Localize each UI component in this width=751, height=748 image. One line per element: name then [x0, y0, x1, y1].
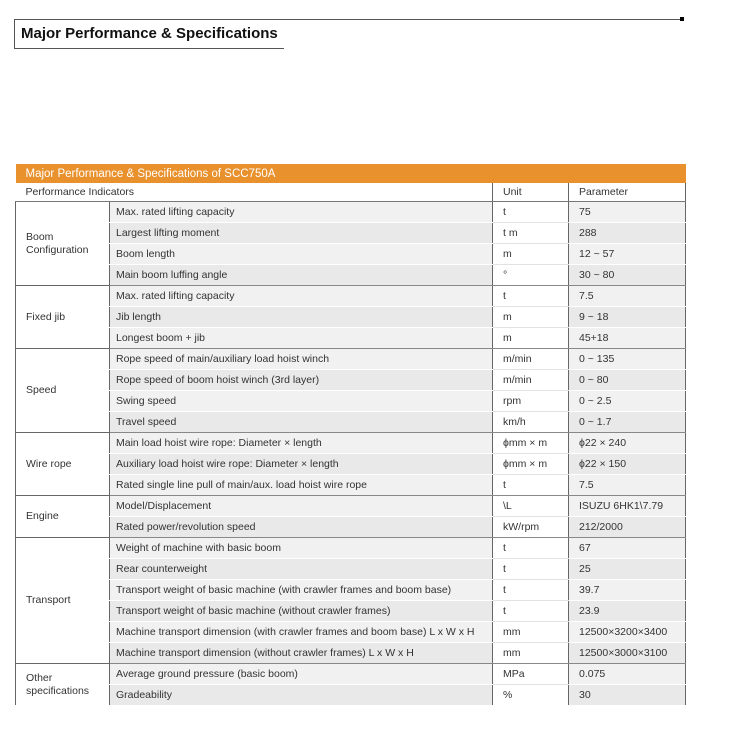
parameter-cell: 7.5 [569, 286, 686, 307]
table-row [16, 664, 686, 685]
parameter-cell: ϕ22 × 150 [569, 454, 686, 475]
unit-cell: m [493, 244, 569, 265]
header-unit: Unit [493, 183, 569, 202]
table-row [16, 412, 686, 433]
parameter-cell: 288 [569, 223, 686, 244]
indicator-cell: Rope speed of boom hoist winch (3rd layer) [110, 370, 493, 391]
table-row [16, 349, 686, 370]
indicator-cell: Machine transport dimension (without crawler frames) L x W x H [110, 643, 493, 664]
category-cell: Wire rope [16, 433, 110, 496]
parameter-cell: 30 [569, 685, 686, 706]
unit-cell: \L [493, 496, 569, 517]
parameter-cell: 39.7 [569, 580, 686, 601]
unit-cell: m/min [493, 349, 569, 370]
table-title-row [16, 164, 686, 183]
table-row [16, 475, 686, 496]
top-rule-end-mark [680, 17, 684, 21]
category-cell: Boom Configuration [16, 202, 110, 286]
category-cell: Transport [16, 538, 110, 664]
parameter-cell: 75 [569, 202, 686, 223]
unit-cell: rpm [493, 391, 569, 412]
table-row [16, 496, 686, 517]
parameter-cell: 0 ~ 135 [569, 349, 686, 370]
indicator-cell: Rope speed of main/auxiliary load hoist winch [110, 349, 493, 370]
table-header-row [16, 183, 686, 202]
table-row [16, 685, 686, 706]
indicator-cell: Rear counterweight [110, 559, 493, 580]
table-row [16, 454, 686, 475]
unit-cell: t [493, 580, 569, 601]
parameter-cell: 212/2000 [569, 517, 686, 538]
heading-box [14, 20, 284, 49]
indicator-cell: Swing speed [110, 391, 493, 412]
indicator-cell: Largest lifting moment [110, 223, 493, 244]
unit-cell: t [493, 475, 569, 496]
parameter-cell: 12 ~ 57 [569, 244, 686, 265]
unit-cell: m [493, 328, 569, 349]
table-row [16, 286, 686, 307]
table-row [16, 265, 686, 286]
parameter-cell: 9 ~ 18 [569, 307, 686, 328]
table-row [16, 328, 686, 349]
unit-cell: % [493, 685, 569, 706]
parameter-cell: 30 ~ 80 [569, 265, 686, 286]
indicator-cell: Gradeability [110, 685, 493, 706]
indicator-cell: Max. rated lifting capacity [110, 202, 493, 223]
parameter-cell: 25 [569, 559, 686, 580]
category-cell: Fixed jib [16, 286, 110, 349]
unit-cell: t [493, 202, 569, 223]
indicator-cell: Travel speed [110, 412, 493, 433]
indicator-cell: Transport weight of basic machine (without crawler frames) [110, 601, 493, 622]
table-row [16, 580, 686, 601]
indicator-cell: Main load hoist wire rope: Diameter × length [110, 433, 493, 454]
parameter-cell: 0 ~ 2.5 [569, 391, 686, 412]
parameter-cell: 45+18 [569, 328, 686, 349]
unit-cell: t [493, 286, 569, 307]
indicator-cell: Weight of machine with basic boom [110, 538, 493, 559]
parameter-cell: 12500×3000×3100 [569, 643, 686, 664]
table-row [16, 643, 686, 664]
unit-cell: ° [493, 265, 569, 286]
table-row [16, 370, 686, 391]
parameter-cell: 67 [569, 538, 686, 559]
parameter-cell: 12500×3200×3400 [569, 622, 686, 643]
indicator-cell: Rated power/revolution speed [110, 517, 493, 538]
table-row [16, 538, 686, 559]
indicator-cell: Jib length [110, 307, 493, 328]
header-performance-indicators: Performance Indicators [16, 183, 493, 202]
unit-cell: MPa [493, 664, 569, 685]
unit-cell: ϕmm × m [493, 454, 569, 475]
parameter-cell: 0 ~ 1.7 [569, 412, 686, 433]
unit-cell: t [493, 538, 569, 559]
unit-cell: mm [493, 622, 569, 643]
unit-cell: t [493, 559, 569, 580]
indicator-cell: Model/Displacement [110, 496, 493, 517]
unit-cell: km/h [493, 412, 569, 433]
unit-cell: mm [493, 643, 569, 664]
table-row [16, 202, 686, 223]
unit-cell: kW/rpm [493, 517, 569, 538]
parameter-cell: 0 ~ 80 [569, 370, 686, 391]
spec-table [15, 164, 686, 705]
parameter-cell: ISUZU 6HK1\7.79 [569, 496, 686, 517]
indicator-cell: Auxiliary load hoist wire rope: Diameter × length [110, 454, 493, 475]
table-row [16, 517, 686, 538]
table-row [16, 307, 686, 328]
table-row [16, 244, 686, 265]
category-cell: Other specifications [16, 664, 110, 706]
indicator-cell: Boom length [110, 244, 493, 265]
unit-cell: ϕmm × m [493, 433, 569, 454]
page-heading: Major Performance & Specifications [21, 25, 278, 42]
category-cell: Engine [16, 496, 110, 538]
header-parameter: Parameter [569, 183, 686, 202]
unit-cell: m [493, 307, 569, 328]
unit-cell: t m [493, 223, 569, 244]
spec-table-body [16, 202, 686, 706]
table-row [16, 223, 686, 244]
indicator-cell: Main boom luffing angle [110, 265, 493, 286]
indicator-cell: Rated single line pull of main/aux. load hoist wire rope [110, 475, 493, 496]
parameter-cell: ϕ22 × 240 [569, 433, 686, 454]
table-row [16, 559, 686, 580]
unit-cell: t [493, 601, 569, 622]
parameter-cell: 0.075 [569, 664, 686, 685]
table-row [16, 391, 686, 412]
table-row [16, 622, 686, 643]
indicator-cell: Average ground pressure (basic boom) [110, 664, 493, 685]
table-row [16, 433, 686, 454]
category-cell: Speed [16, 349, 110, 433]
indicator-cell: Longest boom + jib [110, 328, 493, 349]
table-row [16, 601, 686, 622]
parameter-cell: 23.9 [569, 601, 686, 622]
indicator-cell: Machine transport dimension (with crawler frames and boom base) L x W x H [110, 622, 493, 643]
parameter-cell: 7.5 [569, 475, 686, 496]
indicator-cell: Max. rated lifting capacity [110, 286, 493, 307]
indicator-cell: Transport weight of basic machine (with crawler frames and boom base) [110, 580, 493, 601]
table-title: Major Performance & Specifications of SCC750A [16, 164, 686, 183]
unit-cell: m/min [493, 370, 569, 391]
